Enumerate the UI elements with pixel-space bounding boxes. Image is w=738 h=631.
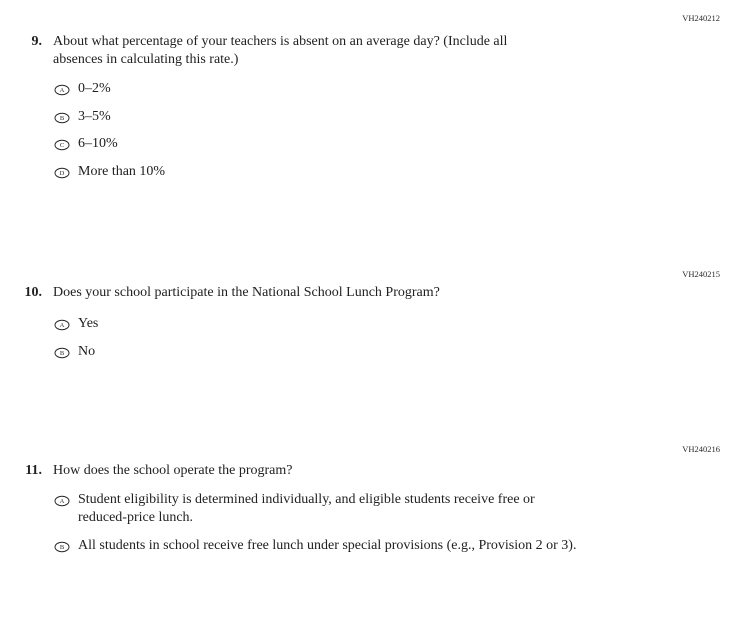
answer-option	[54, 537, 738, 555]
item-code: VH240216	[682, 444, 720, 454]
question-number: 10.	[24, 285, 42, 300]
svg-text:D: D	[59, 169, 65, 177]
option-label-line: No	[78, 343, 96, 359]
svg-text:C: C	[59, 142, 65, 150]
question-text-line: About what percentage of your teachers is absent on an average day? (Include all	[53, 34, 508, 49]
answer-options	[54, 491, 738, 555]
option-label	[78, 163, 165, 181]
answer-option	[54, 163, 738, 181]
option-label-line: Student eligibility is determined individually, and eligible students receive free or	[78, 492, 535, 507]
question-11-section	[0, 445, 738, 564]
svg-text:A: A	[59, 498, 65, 506]
answer-bubble-icon	[54, 495, 70, 507]
item-code: VH240212	[682, 13, 720, 23]
option-label	[78, 537, 576, 555]
option-label-line: More than 10%	[78, 163, 166, 179]
answer-bubble-icon	[54, 139, 70, 151]
answer-options	[54, 315, 738, 361]
svg-text:B: B	[59, 543, 65, 551]
answer-bubble-icon	[54, 347, 70, 359]
option-label	[78, 315, 98, 333]
svg-text:B: B	[59, 349, 65, 357]
option-label-line: All students in school receive free lunch under special provisions (e.g., Provision 2 or 3).	[78, 537, 577, 553]
svg-text:A: A	[59, 322, 65, 330]
option-label-line: reduced-price lunch.	[78, 510, 194, 525]
question-text-line: How does the school operate the program?	[53, 463, 293, 478]
answer-option	[54, 315, 738, 333]
answer-option	[54, 108, 738, 126]
question-11	[0, 462, 738, 480]
question-9	[0, 33, 738, 69]
question-number: 11.	[25, 463, 42, 478]
option-label-line: 6–10%	[78, 136, 118, 151]
option-label	[78, 135, 118, 153]
question-text	[53, 284, 440, 302]
question-text	[53, 33, 507, 69]
item-code: VH240215	[682, 269, 720, 279]
answer-bubble-icon	[54, 319, 70, 331]
answer-bubble-icon	[54, 167, 70, 179]
option-label	[78, 108, 111, 126]
answer-bubble-icon	[54, 112, 70, 124]
question-10-section	[0, 270, 738, 370]
svg-text:A: A	[59, 87, 65, 95]
answer-options	[54, 80, 738, 181]
answer-bubble-icon	[54, 84, 70, 96]
question-9-section	[0, 14, 738, 190]
option-label-line: 0–2%	[78, 81, 111, 96]
question-text	[53, 462, 292, 480]
option-label-line: 3–5%	[78, 108, 111, 124]
question-number: 9.	[31, 34, 42, 49]
option-label	[78, 80, 111, 98]
question-text-line: Does your school participate in the National School Lunch Program?	[53, 285, 440, 300]
answer-option	[54, 343, 738, 361]
answer-option	[54, 135, 738, 153]
option-label	[78, 491, 535, 527]
option-label	[78, 343, 95, 361]
question-text-line: absences in calculating this rate.)	[53, 52, 239, 67]
option-label-line: Yes	[78, 316, 99, 331]
svg-text:B: B	[59, 114, 65, 122]
answer-option	[54, 491, 738, 527]
question-10	[0, 284, 738, 302]
answer-option	[54, 80, 738, 98]
answer-bubble-icon	[54, 541, 70, 553]
